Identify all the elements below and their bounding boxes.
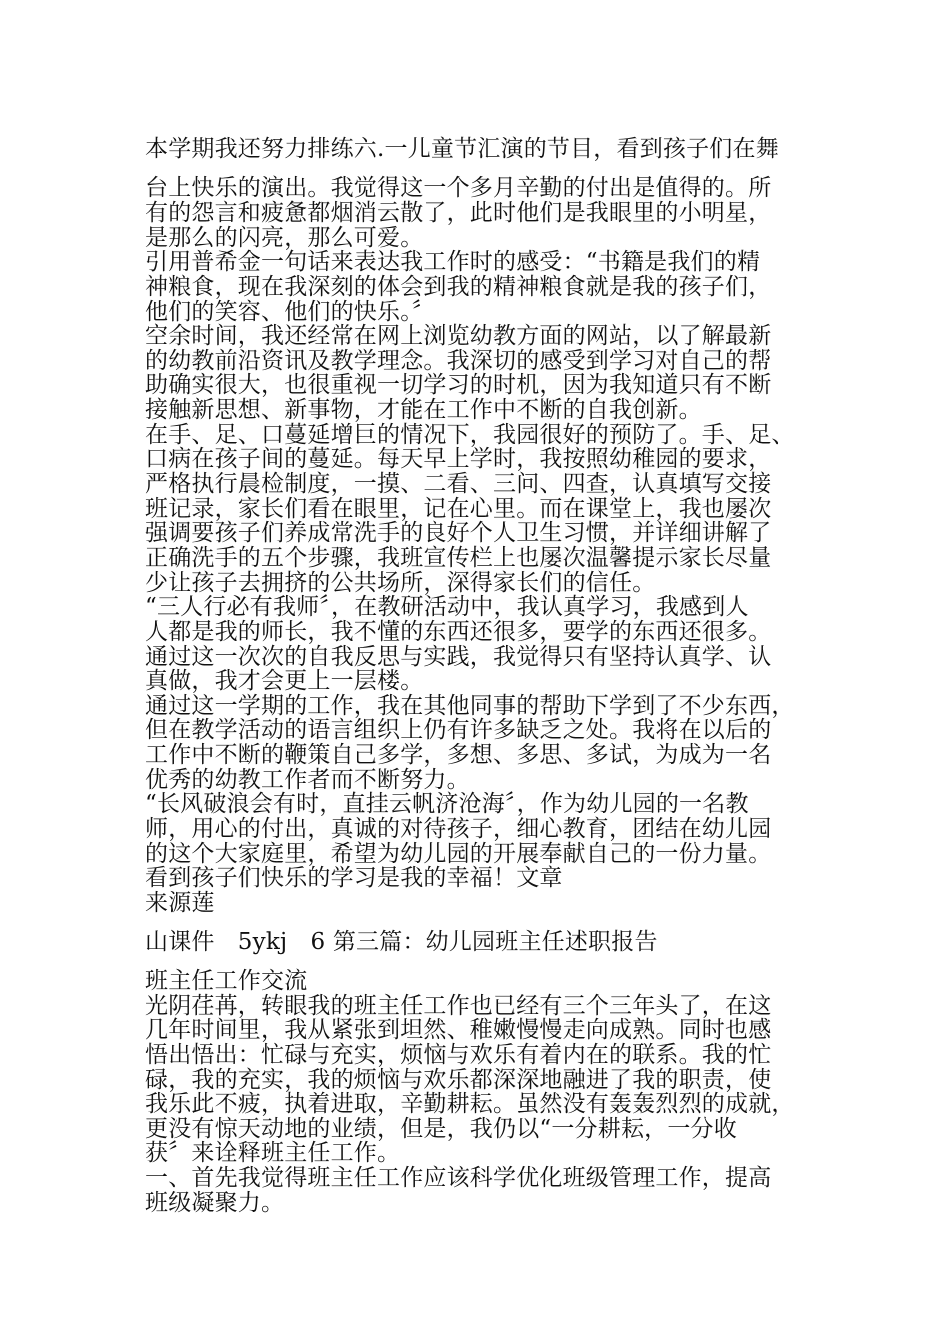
- text-line: 来源莲: [145, 890, 215, 916]
- text-line: 正确洗手的五个步骤，我班宣传栏上也屡次温馨提示家长尽量: [145, 545, 772, 571]
- text-line: 一、首先我觉得班主任工作应该科学优化班级管理工作，提高: [145, 1165, 772, 1191]
- text-line: 工作中不断的鞭策自己多学，多想、多思、多试，为成为一名: [145, 742, 772, 768]
- text-line: 台上快乐的演出。我觉得这一个多月辛勤的付出是值得的。所: [145, 175, 772, 201]
- text-line: 班级凝聚力。: [145, 1190, 285, 1216]
- text-line: 本学期我还努力排练六.一儿童节汇演的节目，看到孩子们在舞: [145, 136, 779, 162]
- text-line: 看到孩子们快乐的学习是我的幸福！文章: [145, 865, 563, 891]
- text-line: 山课件 5ykj 6 第三篇：幼儿园班主任述职报告: [145, 929, 658, 955]
- text-line: 优秀的幼教工作者而不断努力。: [145, 767, 470, 793]
- text-line: 少让孩子去拥挤的公共场所，深得家长们的信任。: [145, 570, 656, 596]
- text-line: 引用普希金一句话来表达我工作时的感受：“书籍是我们的精: [145, 249, 761, 275]
- text-line: 通过这一次次的自我反思与实践，我觉得只有坚持认真学、认: [145, 644, 772, 670]
- text-line: 光阴荏苒，转眼我的班主任工作也已经有三个三年头了，在这: [145, 993, 772, 1019]
- text-line: 强调要孩子们养成常洗手的良好个人卫生习惯，并详细讲解了: [145, 520, 772, 546]
- text-line: 他们的笑容、他们的快乐。〞: [145, 299, 436, 325]
- text-line: 真做，我才会更上一层楼。: [145, 668, 424, 694]
- text-line: “长风破浪会有时，直挂云帆济沧海〞，作为幼儿园的一名教: [145, 791, 749, 817]
- text-line: 严格执行晨检制度，一摸、二看、三问、四查，认真填写交接: [145, 471, 772, 497]
- text-line: 空余时间，我还经常在网上浏览幼教方面的网站，以了解最新: [145, 323, 772, 349]
- text-line: 的幼教前沿资讯及教学理念。我深切的感受到学习对自己的帮: [145, 348, 772, 374]
- text-line: 我乐此不疲，执着进取，辛勤耕耘。虽然没有轰轰烈烈的成就，: [145, 1091, 795, 1117]
- text-line: 接触新思想、新事物，才能在工作中不断的自我创新。: [145, 397, 702, 423]
- text-line: 的这个大家庭里，希望为幼儿园的开展奉献自己的一份力量。: [145, 841, 772, 867]
- text-line: 通过这一学期的工作，我在其他同事的帮助下学到了不少东西，: [145, 693, 795, 719]
- text-line: 神粮食，现在我深刻的体会到我的精神粮食就是我的孩子们，: [145, 274, 772, 300]
- text-line: 人都是我的师长，我不懂的东西还很多，要学的东西还很多。: [145, 619, 772, 645]
- text-line: 班主任工作交流: [145, 968, 308, 994]
- text-line: 几年时间里，我从紧张到坦然、稚嫩慢慢走向成熟。同时也感: [145, 1017, 772, 1043]
- text-line: 助确实很大，也很重视一切学习的时机，因为我知道只有不断: [145, 372, 772, 398]
- text-line: 获〞来诠释班主任工作。: [145, 1140, 401, 1166]
- text-line: 更没有惊天动地的业绩，但是，我仍以“一分耕耘，一分收: [145, 1116, 737, 1142]
- text-line: 是那么的闪亮，那么可爱。: [145, 225, 424, 251]
- text-line: 但在教学活动的语言组织上仍有许多缺乏之处。我将在以后的: [145, 717, 772, 743]
- text-line: “三人行必有我师〞，在教研活动中，我认真学习，我感到人: [145, 594, 749, 620]
- text-line: 班记录，家长们看在眼里，记在心里。而在课堂上，我也屡次: [145, 496, 772, 522]
- text-line: 有的怨言和疲惫都烟消云散了，此时他们是我眼里的小明星，: [145, 200, 772, 226]
- text-line: 口病在孩子间的蔓延。每天早上学时，我按照幼稚园的要求，: [145, 446, 772, 472]
- text-line: 在手、足、口蔓延增巨的情况下，我园很好的预防了。手、足、: [145, 422, 795, 448]
- text-line: 悟出悟出：忙碌与充实，烦恼与欢乐有着内在的联系。我的忙: [145, 1042, 772, 1068]
- text-line: 师，用心的付出，真诚的对待孩子，细心教育，团结在幼儿园: [145, 816, 772, 842]
- text-line: 碌，我的充实，我的烦恼与欢乐都深深地融进了我的职责，使: [145, 1067, 772, 1093]
